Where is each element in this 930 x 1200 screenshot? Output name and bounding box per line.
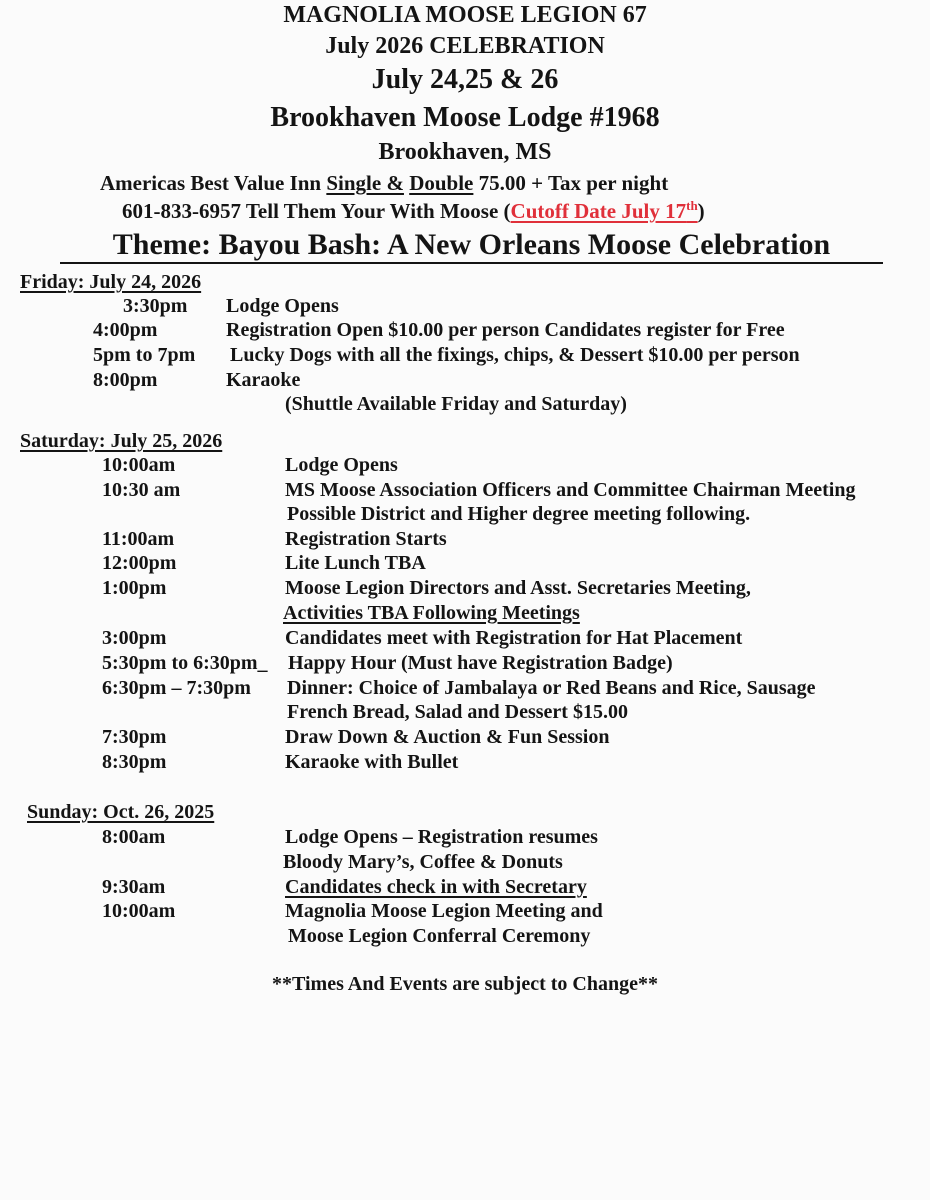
saturday-time-1: 10:00am — [102, 454, 176, 476]
saturday-event-8: Candidates meet with Registration for Hat Placement — [285, 627, 743, 649]
cutoff-sup: th — [686, 198, 698, 213]
hotel-line — [100, 171, 668, 196]
saturday-time-10: 6:30pm – 7:30pm — [102, 677, 251, 699]
saturday-heading: Saturday: July 25, 2026 — [20, 430, 223, 452]
title-line: MAGNOLIA MOOSE LEGION 67 — [283, 2, 647, 28]
saturday-time-8: 3:00pm — [102, 627, 167, 649]
hotel-double: Double — [409, 171, 474, 195]
friday-time-2: 4:00pm — [93, 319, 158, 341]
sunday-event-4: Magnolia Moose Legion Meeting and — [285, 900, 603, 922]
saturday-event-12: Draw Down & Auction & Fun Session — [285, 726, 610, 748]
saturday-time-4: 11:00am — [102, 528, 175, 550]
sunday-event-3: Candidates check in with Secretary — [285, 876, 587, 898]
cutoff-date — [511, 199, 698, 223]
venue-line: Brookhaven Moose Lodge #1968 — [270, 102, 660, 133]
saturday-event-1: Lodge Opens — [285, 454, 398, 476]
friday-event-1: Lodge Opens — [226, 295, 339, 317]
theme-underline — [60, 262, 883, 264]
friday-time-4: 8:00pm — [93, 369, 158, 391]
saturday-event-11: French Bread, Salad and Dessert $15.00 — [287, 701, 628, 723]
saturday-time-13: 8:30pm — [102, 751, 167, 773]
sunday-time-3: 9:30am — [102, 876, 166, 898]
cutoff-text: Cutoff Date July 17 — [510, 199, 687, 223]
sunday-event-5: Moose Legion Conferral Ceremony — [288, 925, 591, 947]
sunday-time-4: 10:00am — [102, 900, 176, 922]
saturday-event-2: MS Moose Association Officers and Committee Chairman Meeting — [285, 479, 856, 501]
sunday-event-2: Bloody Mary’s, Coffee & Donuts — [283, 851, 563, 873]
saturday-event-7: Activities TBA Following Meetings — [283, 602, 580, 624]
footer-disclaimer: **Times And Events are subject to Change** — [272, 973, 658, 995]
saturday-time-12: 7:30pm — [102, 726, 167, 748]
saturday-event-6: Moose Legion Directors and Asst. Secretaries Meeting, — [285, 577, 751, 599]
friday-event-2: Registration Open $10.00 per person Candidates register for Free — [226, 319, 785, 341]
saturday-event-3: Possible District and Higher degree meeting following. — [287, 503, 751, 525]
saturday-event-5: Lite Lunch TBA — [285, 552, 426, 574]
hotel-prefix: Americas Best Value Inn — [100, 171, 327, 195]
saturday-time-2: 10:30 am — [102, 479, 181, 501]
friday-time-3: 5pm to 7pm — [93, 344, 196, 366]
phone-line — [122, 199, 705, 224]
friday-note: (Shuttle Available Friday and Saturday) — [285, 393, 627, 415]
saturday-event-4: Registration Starts — [285, 528, 447, 550]
subtitle-line: July 2026 CELEBRATION — [325, 33, 605, 59]
friday-time-1: 3:30pm — [123, 295, 188, 317]
hotel-suffix: 75.00 + Tax per night — [473, 171, 669, 195]
sunday-heading: Sunday: Oct. 26, 2025 — [27, 801, 215, 823]
saturday-time-5: 12:00pm — [102, 552, 177, 574]
city-line: Brookhaven, MS — [378, 139, 552, 165]
sunday-time-1: 8:00am — [102, 826, 166, 848]
theme-line: Theme: Bayou Bash: A New Orleans Moose Celebration — [112, 228, 831, 261]
saturday-event-13: Karaoke with Bullet — [285, 751, 459, 773]
phone-text: 601-833-6957 Tell Them Your With Moose ( — [122, 199, 511, 223]
dates-line: July 24,25 & 26 — [371, 64, 559, 95]
friday-event-3: Lucky Dogs with all the fixings, chips, & Dessert $10.00 per person — [230, 344, 800, 366]
hotel-single: Single & — [326, 171, 404, 195]
saturday-time-6: 1:00pm — [102, 577, 167, 599]
friday-event-4: Karaoke — [226, 369, 301, 391]
friday-heading: Friday: July 24, 2026 — [20, 271, 202, 293]
saturday-time-9: 5:30pm to 6:30pm_ — [102, 652, 268, 674]
saturday-event-10: Dinner: Choice of Jambalaya or Red Beans and Rice, Sausage — [287, 677, 816, 699]
close-paren: ) — [697, 199, 705, 223]
saturday-event-9: Happy Hour (Must have Registration Badge) — [288, 652, 673, 674]
sunday-event-1: Lodge Opens – Registration resumes — [285, 826, 598, 848]
